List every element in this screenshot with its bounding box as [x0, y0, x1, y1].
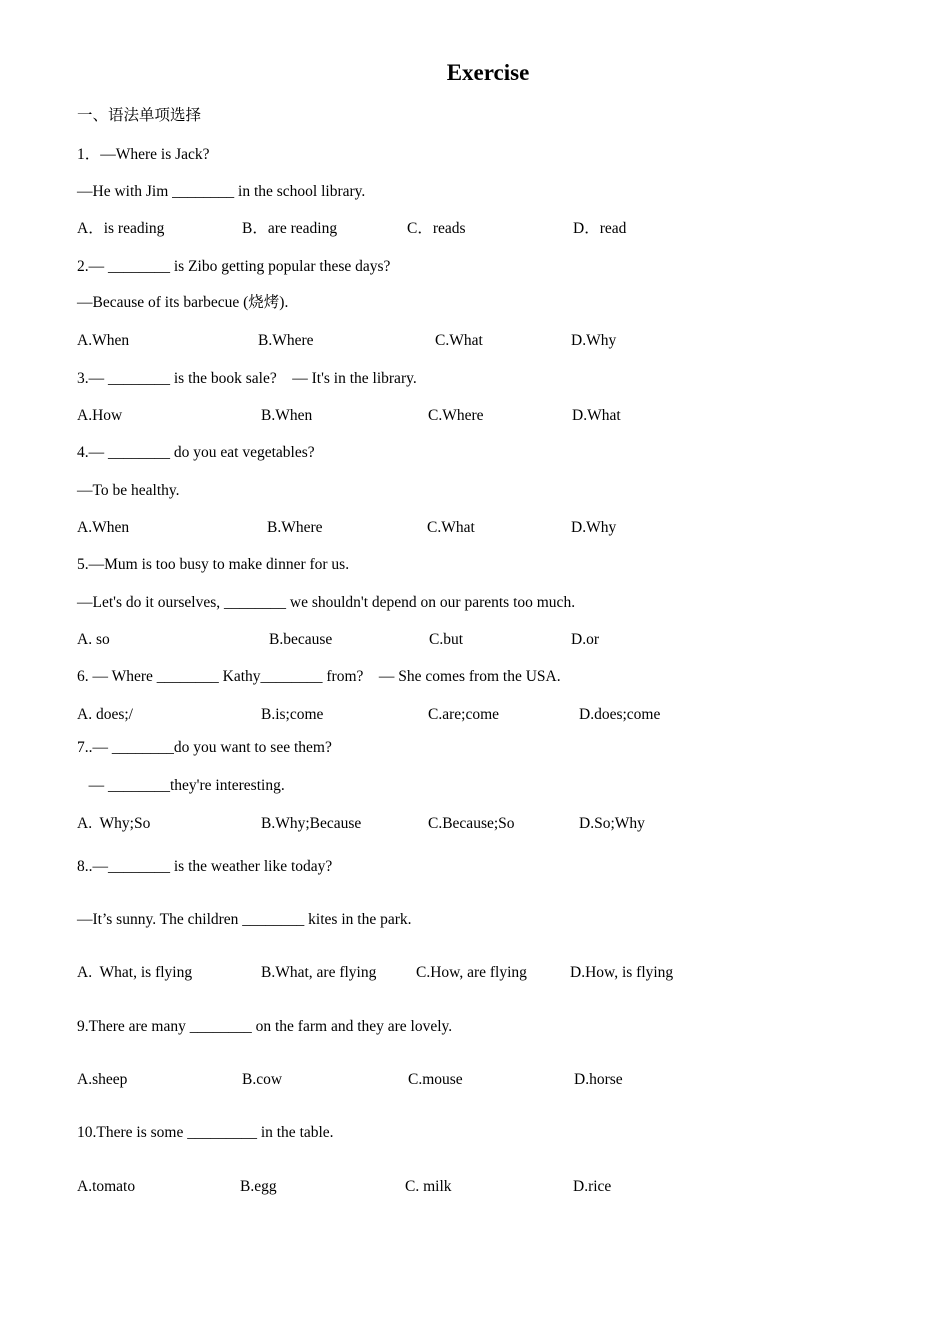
- question-8-option-a: A. What, is flying: [77, 964, 193, 981]
- question-2-option-a: A.When: [77, 332, 130, 349]
- question-1-answer-line: —He with Jim ________ in the school library.: [77, 183, 366, 200]
- question-1-option-d: D．read: [573, 220, 627, 237]
- question-2-answer-line: —Because of its barbecue (烧烤).: [77, 294, 289, 311]
- question-5-stem: 5.—Mum is too busy to make dinner for us.: [77, 556, 350, 573]
- question-1-option-a: A．is reading: [77, 220, 165, 237]
- question-5-option-a: A. so: [77, 631, 110, 648]
- question-3-option-a: A.How: [77, 407, 123, 424]
- question-4-option-b: B.Where: [267, 519, 323, 536]
- question-2-option-b: B.Where: [258, 332, 314, 349]
- page-title: Exercise: [446, 60, 530, 85]
- question-4-option-a: A.When: [77, 519, 130, 536]
- question-1-option-c: C．reads: [407, 220, 466, 237]
- question-6-option-c: C.are;come: [428, 706, 500, 723]
- question-9-option-a: A.sheep: [77, 1071, 128, 1088]
- question-5-option-d: D.or: [571, 631, 599, 648]
- question-3-option-c: C.Where: [428, 407, 484, 424]
- question-9-option-c: C.mouse: [408, 1071, 463, 1088]
- question-2-option-d: D.Why: [571, 332, 617, 349]
- question-10-stem: 10.There is some _________ in the table.: [77, 1124, 334, 1141]
- question-9-stem: 9.There are many ________ on the farm and they are lovely.: [77, 1018, 453, 1035]
- question-2-option-c: C.What: [435, 332, 483, 349]
- question-4-option-d: D.Why: [571, 519, 617, 536]
- question-4-answer-line: —To be healthy.: [77, 482, 180, 499]
- question-5-answer-line: —Let's do it ourselves, ________ we shouldn't depend on our parents too much.: [77, 594, 576, 611]
- question-5-option-c: C.but: [429, 631, 464, 648]
- question-10-option-b: B.egg: [240, 1178, 277, 1195]
- question-8-option-d: D.How, is flying: [570, 964, 674, 981]
- question-5-option-b: B.because: [269, 631, 333, 648]
- question-8-option-b: B.What, are flying: [261, 964, 377, 981]
- question-2-stem: 2.— ________ is Zibo getting popular these days?: [77, 258, 391, 275]
- question-6-option-b: B.is;come: [261, 706, 324, 723]
- question-7-option-d: D.So;Why: [579, 815, 645, 832]
- question-7-option-a: A. Why;So: [77, 815, 151, 832]
- question-3-stem: 3.— ________ is the book sale? — It's in the library.: [77, 370, 417, 387]
- question-8-answer-line: —It’s sunny. The children ________ kites in the park.: [77, 911, 412, 928]
- question-8-stem: 8..—________ is the weather like today?: [77, 858, 333, 875]
- question-10-option-a: A.tomato: [77, 1178, 136, 1195]
- question-3-option-b: B.When: [261, 407, 313, 424]
- question-6-stem: 6. — Where ________ Kathy________ from? — She comes from the USA.: [77, 668, 561, 685]
- question-8-option-c: C.How, are flying: [416, 964, 527, 981]
- question-6-option-a: A. does;/: [77, 706, 133, 723]
- section-heading: 一、语法单项选择: [77, 107, 202, 124]
- question-7-option-b: B.Why;Because: [261, 815, 362, 832]
- question-1-option-b: B．are reading: [242, 220, 338, 237]
- question-10-option-d: D.rice: [573, 1178, 612, 1195]
- question-9-option-d: D.horse: [574, 1071, 623, 1088]
- question-3-option-d: D.What: [572, 407, 621, 424]
- question-1-stem: 1．—Where is Jack?: [77, 146, 210, 163]
- question-7-option-c: C.Because;So: [428, 815, 515, 832]
- question-4-option-c: C.What: [427, 519, 475, 536]
- question-7-stem: 7..— ________do you want to see them?: [77, 739, 332, 756]
- question-9-option-b: B.cow: [242, 1071, 283, 1088]
- question-7-answer-line: — ________they're interesting.: [77, 777, 285, 794]
- question-10-option-c: C. milk: [405, 1178, 452, 1195]
- question-4-stem: 4.— ________ do you eat vegetables?: [77, 444, 315, 461]
- question-6-option-d: D.does;come: [579, 706, 661, 723]
